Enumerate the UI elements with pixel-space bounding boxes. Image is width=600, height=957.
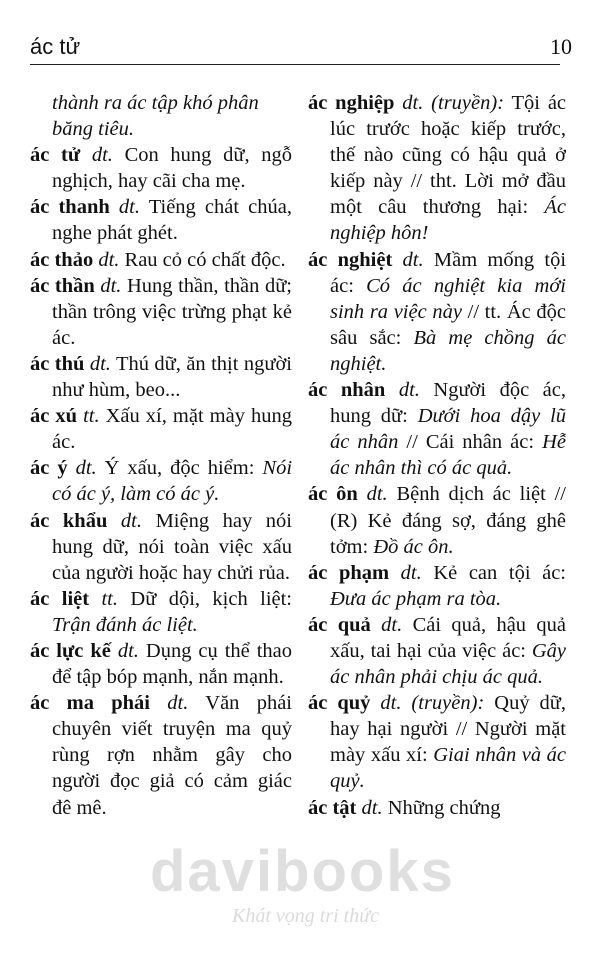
definition: Tiếng chát chúa, nghe phát ghét. xyxy=(52,196,292,245)
part-of-speech: dt. xyxy=(398,379,420,402)
headword: ác lực kế xyxy=(30,639,111,662)
definition: Ý xấu, độc hiểm: xyxy=(104,457,255,480)
definition: Bệnh dịch ác liệt // (R) Kẻ đáng sợ, đáng ghê tởm: xyxy=(330,483,566,558)
definition: Rau cỏ có chất độc. xyxy=(124,248,286,271)
dictionary-entry xyxy=(30,455,292,507)
example: Đồ ác ôn. xyxy=(373,535,454,558)
definition: Miệng hay nói hung dữ, nói toàn việc xấu của người hoặc hay chửi rủa. xyxy=(52,509,292,584)
example-2: Hễ ác nhân thì có ác quả. xyxy=(330,431,566,480)
part-of-speech: dt. (truyền): xyxy=(380,692,485,715)
headword: ác ma phái xyxy=(30,692,150,715)
headword: ác ý xyxy=(30,457,68,480)
part-of-speech: dt. xyxy=(361,796,383,819)
example: Ác nghiệp hôn! xyxy=(330,196,566,245)
headword: ác tử xyxy=(30,144,81,167)
part-of-speech: dt. xyxy=(98,248,120,271)
part-of-speech: dt. xyxy=(91,144,113,167)
example: Đưa ác phạm ra tòa. xyxy=(330,587,502,610)
example: Có ác nghiệt kia mới sinh ra việc này xyxy=(330,274,566,323)
dictionary-entry xyxy=(30,403,292,455)
right-column xyxy=(308,90,566,821)
dictionary-entry xyxy=(30,194,292,246)
part-of-speech: tt. xyxy=(83,405,100,428)
definition: Văn phái chuyên viết truyện ma quỷ rùng rợn nhằm gây cho người đọc giả có cảm giác đê mê. xyxy=(52,692,292,819)
headword: ác khẩu xyxy=(30,509,108,532)
part-of-speech: dt. xyxy=(120,509,142,532)
definition: Dụng cụ thể thao để tập bóp mạnh, nắn mạnh. xyxy=(52,639,292,689)
headword: ác xú xyxy=(30,405,78,428)
dictionary-entry xyxy=(30,638,292,690)
dictionary-entry xyxy=(30,142,292,194)
headword: ác thần xyxy=(30,274,95,297)
part-of-speech: dt. xyxy=(89,352,111,375)
definition: Quỷ dữ, hay hại người // Người mặt mày xấu xí: xyxy=(330,692,566,767)
headword: ác thanh xyxy=(30,196,110,219)
running-head: ác tử xyxy=(30,34,81,59)
example-2: Bà mẹ chồng ác nghiệt. xyxy=(330,326,566,375)
definition: Hung thần, thần dữ; thần trông việc trừng phạt kẻ ác. xyxy=(52,274,292,349)
headword: ác thú xyxy=(30,352,85,375)
example: Dưới hoa dậy lũ ác nhân xyxy=(330,405,566,454)
page-number: 10 xyxy=(550,34,572,59)
definition: Thú dữ, ăn thịt người như hùm, beo... xyxy=(52,352,292,402)
part-of-speech: tt. xyxy=(101,587,118,610)
example: Nói có ác ý, làm có ác ý. xyxy=(52,457,292,506)
dictionary-entry xyxy=(30,273,292,351)
part-of-speech: dt. xyxy=(100,274,122,297)
part-of-speech: dt. xyxy=(118,196,140,219)
definition: Kẻ can tội ác: xyxy=(433,561,566,584)
dictionary-entry xyxy=(30,351,292,403)
dictionary-entry xyxy=(30,508,292,586)
watermark: davibooks xyxy=(150,839,455,904)
headword: ác nhân xyxy=(308,379,386,402)
part-of-speech: dt. xyxy=(167,692,189,715)
left-column xyxy=(30,90,292,821)
dictionary-entry xyxy=(308,690,566,794)
headword: ác quỷ xyxy=(308,692,371,715)
part-of-speech: dt. xyxy=(400,561,422,584)
dictionary-entry xyxy=(308,560,566,612)
part-of-speech: dt. xyxy=(402,248,424,271)
dictionary-entry xyxy=(30,586,292,638)
definition: Những chứng xyxy=(387,796,501,819)
headword: ác nghiệp xyxy=(308,92,395,114)
dictionary-entry xyxy=(308,247,566,377)
definition: Người độc ác, hung dữ: xyxy=(330,379,566,428)
dictionary-entry xyxy=(308,481,566,559)
dictionary-entry xyxy=(308,612,566,690)
headword: ác liệt xyxy=(30,587,90,610)
headword: ác tật xyxy=(308,796,357,819)
headword: ác nghiệt xyxy=(308,248,393,271)
definition: Cái quả, hậu quả xấu, tai hại của việc ác: xyxy=(330,613,566,662)
headword: ác quả xyxy=(308,613,371,636)
part-of-speech: dt. (truyền): xyxy=(402,92,505,114)
example: Gây ác nhân phải chịu ác quả. xyxy=(330,639,566,689)
definition: Dữ dội, kịch liệt: xyxy=(130,587,292,610)
watermark-tagline: Khát vọng tri thức xyxy=(232,905,380,927)
definition-2: // tt. Ác độc sâu sắc: xyxy=(330,300,566,349)
dictionary-entry xyxy=(308,90,566,247)
headword: ác thảo xyxy=(30,248,94,271)
definition: Con hung dữ, ngỗ nghịch, hay cãi cha mẹ. xyxy=(52,144,292,193)
dictionary-entry xyxy=(30,247,292,273)
part-of-speech: dt. xyxy=(366,483,388,506)
definition: Mầm mống tội ác: xyxy=(330,248,566,297)
part-of-speech: dt. xyxy=(381,613,403,636)
part-of-speech: dt. xyxy=(75,457,97,480)
headword: ác ôn xyxy=(308,483,358,506)
example: Trận đánh ác liệt. xyxy=(52,613,198,636)
definition-2: // Cái nhân ác: xyxy=(406,431,535,454)
continued-text: thành ra ác tập khó phân băng tiêu. xyxy=(52,92,259,141)
dictionary-entry xyxy=(308,377,566,481)
dictionary-entry xyxy=(30,690,292,820)
dictionary-entry xyxy=(308,795,566,821)
definition: Tội ác lúc trước hoặc kiếp trước, thế nào cũng có hậu quả ở kiếp này // tht. Lời mở đầu một câu thương hại: xyxy=(330,92,566,219)
headword: ác phạm xyxy=(308,561,390,584)
page-header xyxy=(30,30,572,65)
example: Giai nhân và ác quỷ. xyxy=(330,744,566,793)
definition: Xấu xí, mặt mày hung ác. xyxy=(52,405,292,454)
part-of-speech: dt. xyxy=(117,639,139,662)
